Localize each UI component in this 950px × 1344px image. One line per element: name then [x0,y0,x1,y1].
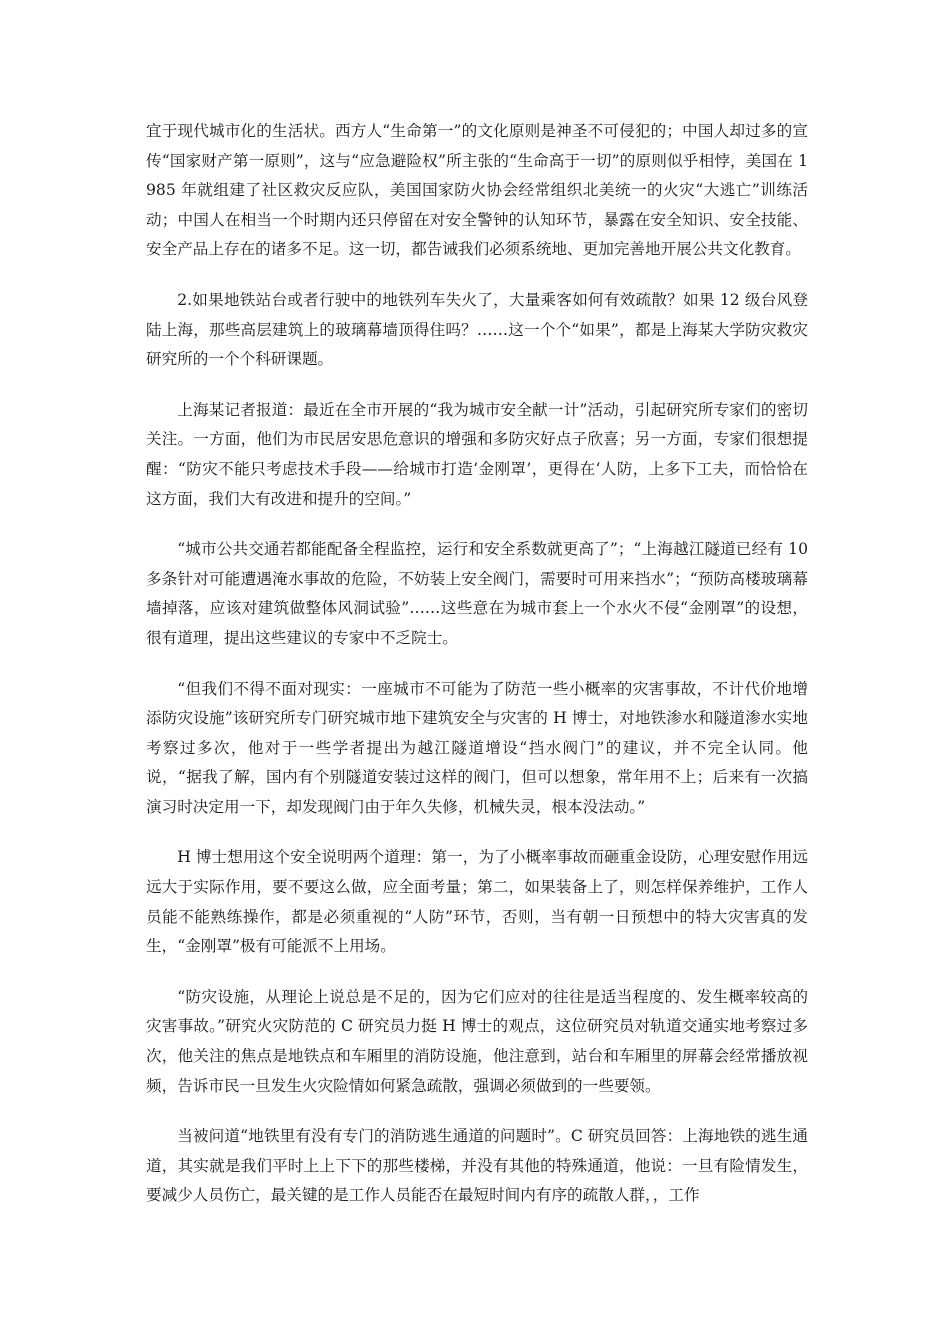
document-body [146,117,808,1232]
paragraph-2: 2.如果地铁站台或者行驶中的地铁列车失火了，大量乘客如何有效疏散？如果 12 级台风登陆上海，那些高层建筑上的玻璃幕墙顶得住吗？……这一个个“如果”，都是上海某大学防灾救灾研究所的一个个科研课题。 [146,290,808,369]
paragraph-3: 上海某记者报道：最近在全市开展的“我为城市安全献一计”活动，引起研究所专家们的密切关注。一方面，他们为市民居安思危意识的增强和多防灾好点子欣喜；另一方面，专家们很想提醒：“防灾不能只考虑技术手段——给城市打造‘金刚罩’，更得在‘人防，上多下工夫，而恰恰在这方面，我们大有改进和提升的空间。” [146,400,808,508]
paragraph-7: “防灾设施，从理论上说总是不足的，因为它们应对的往往是适当程度的、发生概率较高的灾害事故。”研究火灾防范的 C 研究员力挺 H 博士的观点，这位研究员对轨道交通实地考察过多次，他关注的焦点是地铁点和车厢里的消防设施，他注意到，站台和车厢里的屏幕会经常播放视频，告诉市民一旦发生火灾险情如何紧急疏散，强调必须做到的一些要领。 [146,987,808,1095]
paragraph-4: “城市公共交通若都能配备全程监控，运行和安全系数就更高了”；“上海越江隧道已经有 10 多条针对可能遭遇淹水事故的危险，不妨装上安全阀门，需要时可用来挡水”；“预防高楼玻璃幕墙掉落，应该对建筑做整体风洞试验”……这些意在为城市套上一个水火不侵“金刚罩”的设想，很有道理，提出这些建议的专家中不乏院士。 [146,540,808,647]
paragraph-1: 宜于现代城市化的生活状。西方人“生命第一”的文化原则是神圣不可侵犯的；中国人却过多的宣传“国家财产第一原则”，这与“应急避险权”所主张的“生命高于一切”的原则似乎相悖，美国在 1985 年就组建了社区救灾反应队，美国国家防火协会经常组织北美统一的火灾“大逃亡”训练活动；中国人在相当一个时期内还只停留在对安全警钟的认知环节，暴露在安全知识、安全技能、安全产品上存在的诸多不足。这一切，都告诫我们必须系统地、更加完善地开展公共文化教育。 [146,122,808,259]
paragraph-8: 当被问道“地铁里有没有专门的消防逃生通道的问题时”。C 研究员回答：上海地铁的逃生通道，其实就是我们平时上上下下的那些楼梯，并没有其他的特殊通道，他说：一旦有险情发生，要减少人员伤亡，最关键的是工作人员能否在最短时间内有序的疏散人群，，工作 [146,1127,808,1205]
paragraph-5: “但我们不得不面对现实：一座城市不可能为了防范一些小概率的灾害事故，不计代价地增添防灾设施”该研究所专门研究城市地下建筑安全与灾害的 H 博士，对地铁渗水和隧道渗水实地考察过多次，他对于一些学者提出为越江隧道增设“挡水阀门”的建议，并不完全认同。他说，“据我了解，国内有个别隧道安装过这样的阀门，但可以想象，常年用不上；后来有一次搞演习时决定用一下，却发现阀门由于年久失修，机械失灵，根本没法动。” [146,679,808,816]
paragraph-6: H 博士想用这个安全说明两个道理：第一，为了小概率事故而砸重金设防，心理安慰作用远远大于实际作用，要不要这么做，应全面考量；第二，如果装备上了，则怎样保养维护，工作人员能不能熟练操作，都是必须重视的“人防”环节，否则，当有朝一日预想中的特大灾害真的发生，“金刚罩”极有可能派不上用场。 [146,848,808,956]
